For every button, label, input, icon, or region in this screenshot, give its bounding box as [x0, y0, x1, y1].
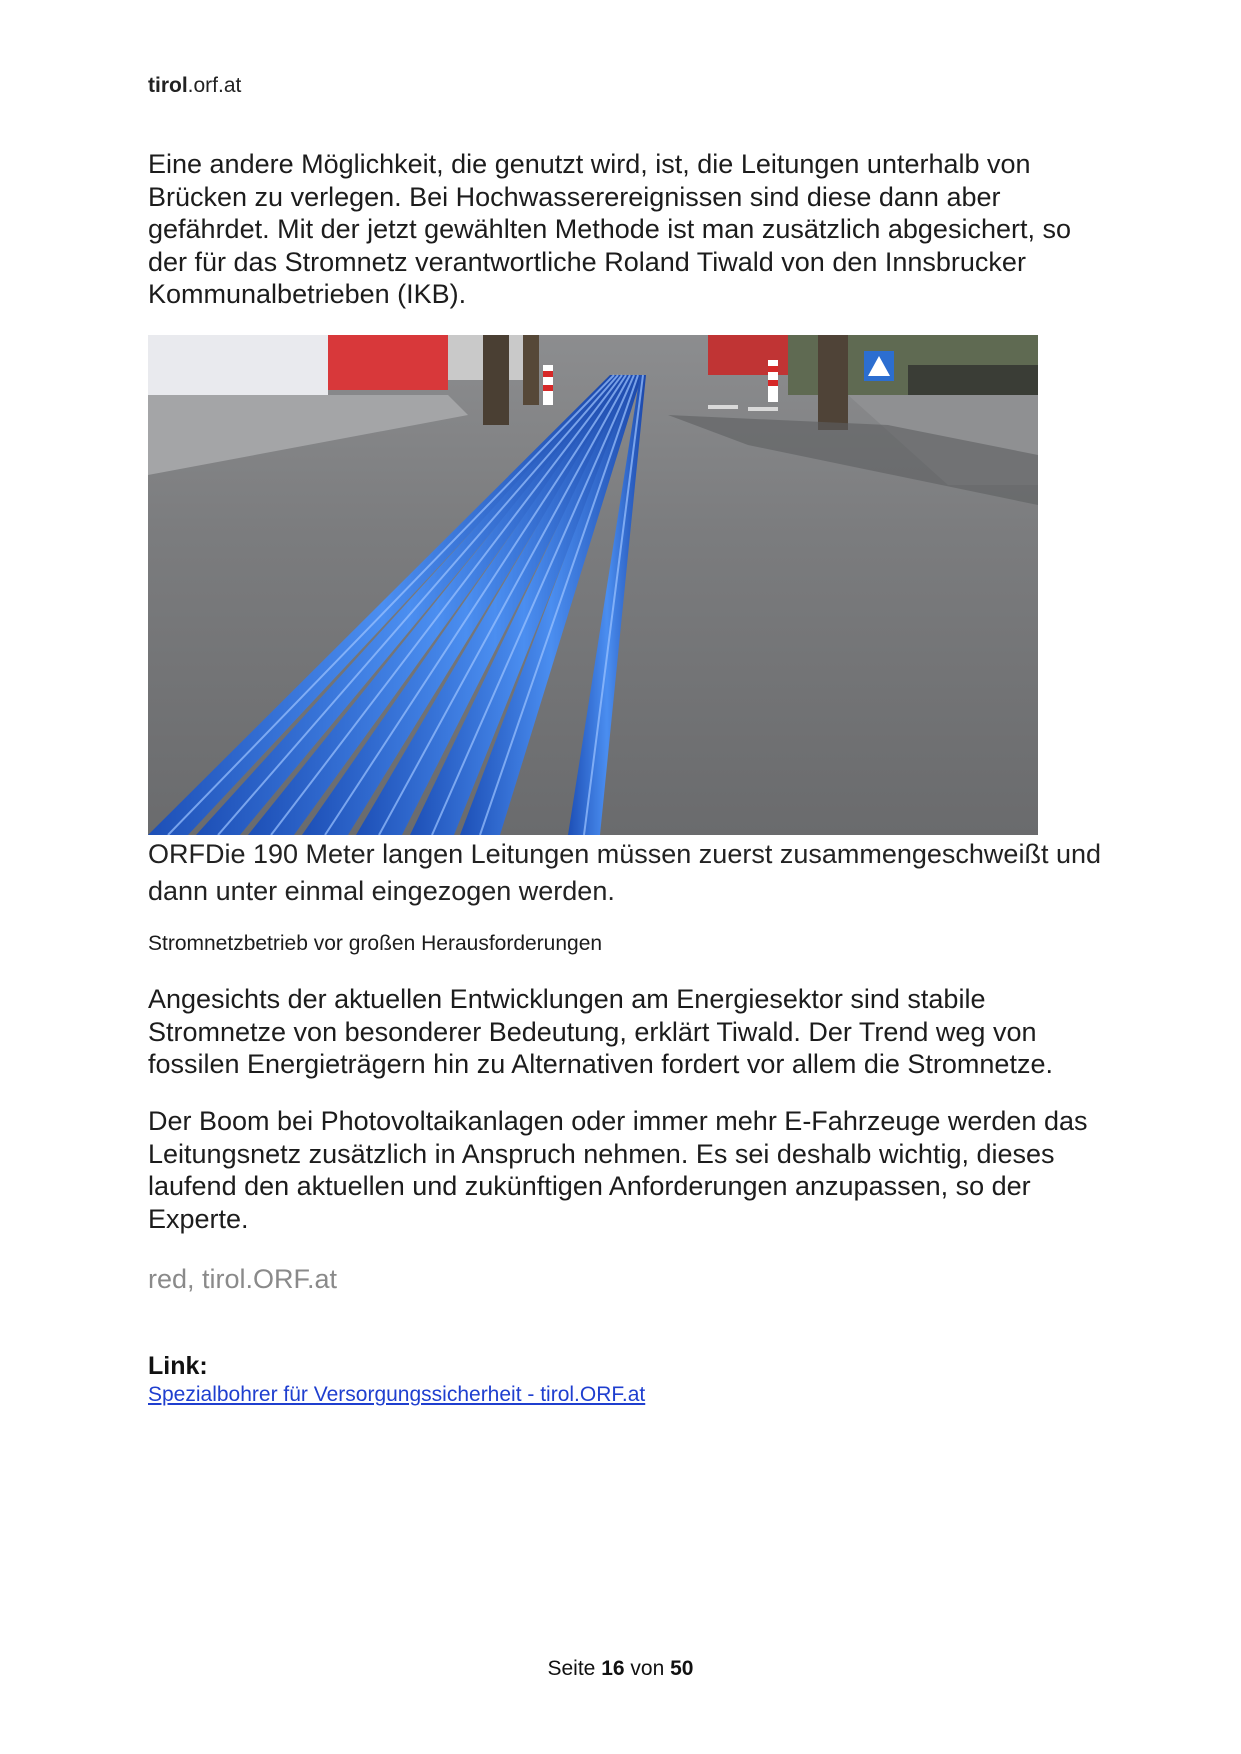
pipes-on-street-image	[148, 335, 1038, 835]
author-byline: red, tirol.ORF.at	[148, 1264, 338, 1294]
paragraph-2: Angesichts der aktuellen Entwicklungen am Energiesektor sind stabile Stromnetze von besonderer Bedeutung, erklärt Tiwald. Der Trend weg von fossilen Energieträgern hin zu Alternativen fordert vor allem die Stromnetze.	[148, 984, 1053, 1079]
photo-caption: ORFDie 190 Meter langen Leitungen müssen zuerst zusammengeschweißt und dann unter einmal eingezogen werden.	[148, 839, 1101, 906]
paragraph-1: Eine andere Möglichkeit, die genutzt wird, ist, die Leitungen unterhalb von Brücken zu verlegen. Bei Hochwasserereignissen sind diese dann aber gefährdet. Mit der jetzt gewählten Methode ist man zusätzlich abgesichert, so der für das Stromnetz verantwortliche Roland Tiwald von den Innsbrucker Kommunalbetrieben (IKB).	[148, 149, 1071, 309]
paragraph-3: Der Boom bei Photovoltaikanlagen oder immer mehr E-Fahrzeuge werden das Leitungsnetz zusätzlich in Anspruch nehmen. Es sei deshalb wichtig, dieses laufend den aktuellen und zukünftigen Anforderungen anzupassen, so der Experte.	[148, 1106, 1088, 1234]
footer-prefix: Seite	[547, 1657, 596, 1680]
total-page-count: 50	[670, 1657, 694, 1680]
current-page-number: 16	[601, 1657, 625, 1680]
site-name-bold: tirol	[148, 74, 188, 97]
article-photo	[148, 335, 1038, 835]
link-label: Link:	[148, 1352, 208, 1380]
site-header	[148, 74, 241, 98]
page-footer	[0, 1657, 1241, 1681]
site-name-rest: .orf.at	[187, 74, 242, 97]
related-article-link[interactable]: Spezialbohrer für Versorgungssicherheit - tirol.ORF.at	[148, 1383, 646, 1406]
section-subheading: Stromnetzbetrieb vor großen Herausforderungen	[148, 932, 603, 955]
footer-middle: von	[630, 1657, 665, 1680]
